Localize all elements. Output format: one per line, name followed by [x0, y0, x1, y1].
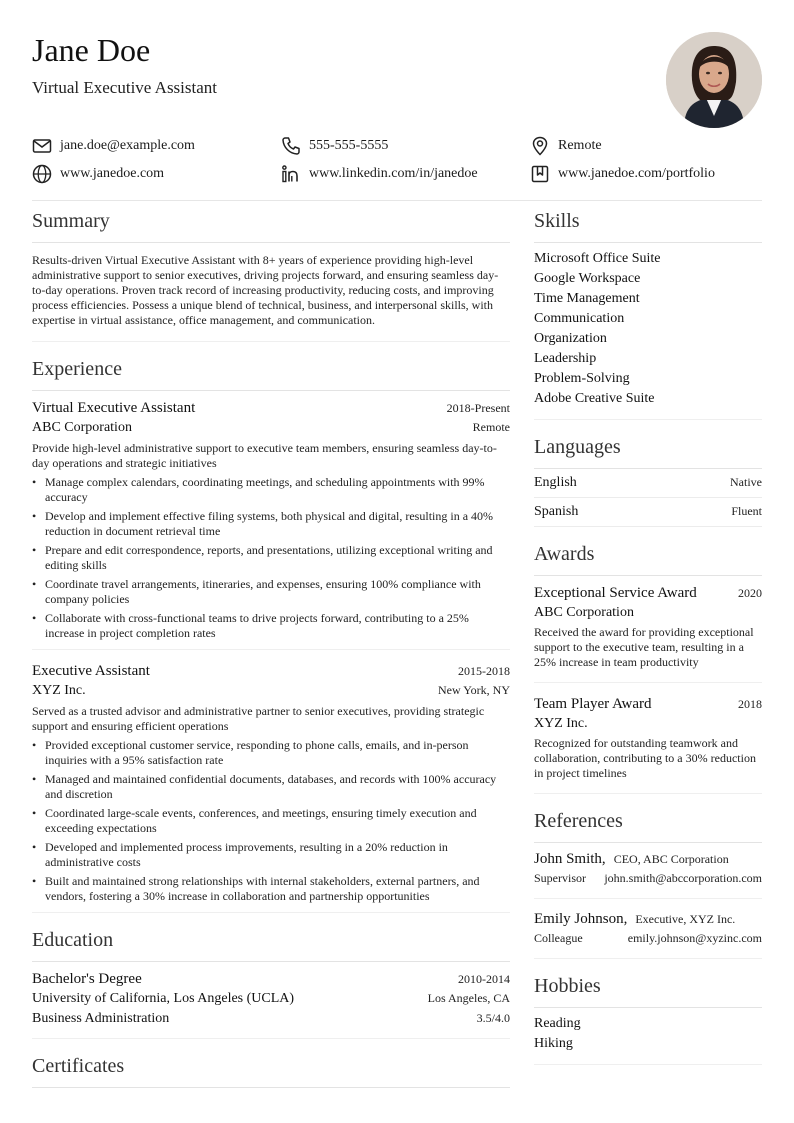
skill-item: Organization [534, 331, 607, 346]
reference-email[interactable]: john.smith@abccorporation.com [604, 871, 762, 885]
skills-section [534, 209, 762, 420]
job-location: New York, NY [437, 683, 510, 697]
language-level: Fluent [731, 504, 762, 518]
experience-heading: Experience [32, 358, 122, 380]
contact-location [530, 136, 602, 156]
entry-end-rule [534, 793, 762, 794]
section-rule [32, 1087, 510, 1088]
award-title: Exceptional Service Award [534, 585, 697, 601]
section-rule [32, 242, 510, 243]
job-bullets [32, 738, 510, 904]
languages-section [534, 435, 762, 527]
linkedin-icon [281, 164, 301, 184]
section-rule [32, 390, 510, 391]
mail-icon [32, 136, 52, 156]
list-item: • Managed and maintained confidential documents, databases, and records with 100% accuracy and discretion [32, 772, 510, 802]
resume-header [32, 32, 762, 132]
summary-heading: Summary [32, 210, 110, 232]
job-entry [32, 662, 510, 913]
job-company: XYZ Inc. [32, 683, 86, 698]
phone-icon [281, 136, 301, 156]
job-location: Remote [472, 420, 510, 434]
list-item: • Manage complex calendars, coordinating meetings, and scheduling appointments with 99% accuracy [32, 475, 510, 505]
list-item: • Collaborate with cross-functional teams to drive projects forward, contributing to a 25% increase in project completion rates [32, 611, 510, 641]
job-bullets [32, 475, 510, 641]
contact-email[interactable] [32, 136, 195, 156]
language-name: Spanish [534, 504, 579, 519]
reference-email[interactable]: emily.johnson@xyzinc.com [627, 931, 762, 945]
award-description: Received the award for providing exceptional support to the executive team, resulting in a 25% increase in team productivity [534, 625, 754, 669]
section-rule [534, 242, 762, 243]
language-row [534, 469, 762, 498]
award-org: XYZ Inc. [534, 716, 588, 731]
skill-item: Microsoft Office Suite [534, 251, 661, 266]
language-row [534, 498, 762, 527]
section-end-rule [534, 419, 762, 420]
contact-phone[interactable] [281, 136, 388, 156]
job-dates: 2018-Present [446, 401, 510, 415]
bookmark-icon [530, 164, 550, 184]
reference-entry [534, 911, 762, 959]
reference-relation: Supervisor [534, 871, 586, 885]
language-level: Native [730, 475, 762, 489]
reference-name: John Smith, [534, 851, 606, 867]
reference-name: Emily Johnson, [534, 911, 628, 927]
skill-item: Problem-Solving [534, 371, 630, 386]
hobbies-section [534, 974, 762, 1065]
list-item: • Developed and implemented process improvements, resulting in a 20% reduction in administrative costs [32, 840, 510, 870]
awards-heading: Awards [534, 543, 595, 565]
website-text: www.janedoe.com [60, 166, 165, 181]
list-item: • Coordinated large-scale events, conferences, and meetings, ensuring timely execution and exceeding expectations [32, 806, 510, 836]
reference-role: Executive, XYZ Inc. [635, 912, 736, 926]
candidate-name: Jane Doe [32, 32, 151, 68]
skill-item: Time Management [534, 291, 640, 306]
section-rule [534, 575, 762, 576]
education-school: University of California, Los Angeles (UCLA) [32, 991, 295, 1006]
phone-text: 555-555-5555 [309, 138, 389, 153]
references-section [534, 809, 762, 959]
header-divider [32, 200, 762, 201]
skill-item: Google Workspace [534, 271, 641, 286]
reference-relation: Colleague [534, 931, 583, 945]
list-item: • Prepare and edit correspondence, reports, and presentations, utilizing exceptional writing and editing skills [32, 543, 510, 573]
award-entry [534, 695, 762, 794]
job-entry [32, 399, 510, 650]
award-year: 2018 [738, 697, 762, 711]
location-text: Remote [558, 138, 602, 153]
contact-linkedin[interactable] [281, 164, 478, 184]
section-end-rule [534, 1064, 762, 1065]
profile-photo [666, 32, 762, 128]
hobbies-heading: Hobbies [534, 975, 601, 997]
entry-end-rule [534, 958, 762, 959]
job-description: Provide high-level administrative support to executive team members, ensuring seamless day-to-day operations and strategic initiatives [32, 441, 497, 470]
education-gpa: 3.5/4.0 [476, 1011, 510, 1025]
left-column [32, 209, 510, 1088]
entry-end-rule [534, 682, 762, 683]
avatar [666, 32, 762, 128]
entry-end-rule [534, 898, 762, 899]
list-item: • Develop and implement effective filing systems, both physical and digital, resulting in a 40% reduction in document retrieval time [32, 509, 510, 539]
contact-website[interactable] [32, 164, 164, 184]
award-year: 2020 [738, 586, 762, 600]
award-org: ABC Corporation [534, 605, 634, 620]
contact-portfolio[interactable] [530, 164, 715, 184]
education-heading: Education [32, 929, 114, 951]
education-dates: 2010-2014 [458, 972, 510, 986]
experience-section [32, 357, 510, 913]
references-heading: References [534, 810, 623, 832]
list-item: • Coordinate travel arrangements, itineraries, and expenses, ensuring 100% compliance with company policies [32, 577, 510, 607]
entry-end-rule [32, 912, 510, 913]
right-column [534, 209, 762, 1065]
summary-section [32, 209, 510, 342]
reference-entry [534, 851, 762, 899]
section-end-rule [32, 341, 510, 342]
skill-item: Leadership [534, 351, 597, 366]
email-text: jane.doe@example.com [60, 138, 195, 153]
section-rule [32, 961, 510, 962]
section-rule [534, 1007, 762, 1008]
job-title: Executive Assistant [32, 663, 150, 679]
portfolio-text: www.janedoe.com/portfolio [558, 166, 715, 181]
location-pin-icon [530, 136, 550, 156]
entry-end-rule [32, 649, 510, 650]
skill-item: Adobe Creative Suite [534, 391, 655, 406]
awards-section [534, 542, 762, 794]
award-entry [534, 584, 762, 683]
job-dates: 2015-2018 [458, 664, 510, 678]
education-field: Business Administration [32, 1011, 170, 1026]
job-description: Served as a trusted advisor and administrative partner to senior executives, providing strategic support and ensuring efficient operations [32, 704, 485, 733]
list-item: • Built and maintained strong relationships with internal stakeholders, external partners, and vendors, fostering a 30% increase in collaboration and partnership opportunities [32, 874, 510, 904]
section-end-rule [32, 1038, 510, 1039]
reference-role: CEO, ABC Corporation [613, 852, 729, 866]
candidate-title: Virtual Executive Assistant [32, 78, 217, 97]
award-title: Team Player Award [534, 696, 652, 712]
languages-heading: Languages [534, 436, 621, 458]
hobby-item: Hiking [534, 1036, 573, 1051]
section-rule [534, 842, 762, 843]
language-name: English [534, 475, 577, 490]
certificates-heading: Certificates [32, 1055, 125, 1077]
skill-item: Communication [534, 311, 625, 326]
linkedin-text: www.linkedin.com/in/janedoe [309, 166, 478, 181]
education-location: Los Angeles, CA [427, 991, 510, 1005]
education-section [32, 928, 510, 1039]
list-item: • Provided exceptional customer service, responding to phone calls, emails, and in-person inquiries with a 95% satisfaction rate [32, 738, 510, 768]
job-company: ABC Corporation [32, 420, 132, 435]
education-degree: Bachelor's Degree [32, 971, 142, 987]
skills-heading: Skills [534, 210, 580, 232]
certificates-section [32, 1054, 510, 1088]
summary-text: Results-driven Virtual Executive Assistant with 8+ years of experience providing high-level administrative support to senior executives, driving projects forward, and ensuring seamless day-to-day operations. Proven track record of increasing productivity, reducing costs, and improving process efficiencies. Possess a unique blend of technical, business, and interpersonal skills, with expertise in virtual assistance, office management, and communication. [32, 253, 499, 327]
job-title: Virtual Executive Assistant [32, 400, 196, 416]
award-description: Recognized for outstanding teamwork and collaboration, contributing to a 30% reduction in project timelines [534, 736, 756, 780]
hobby-item: Reading [534, 1016, 581, 1031]
globe-icon [32, 164, 52, 184]
